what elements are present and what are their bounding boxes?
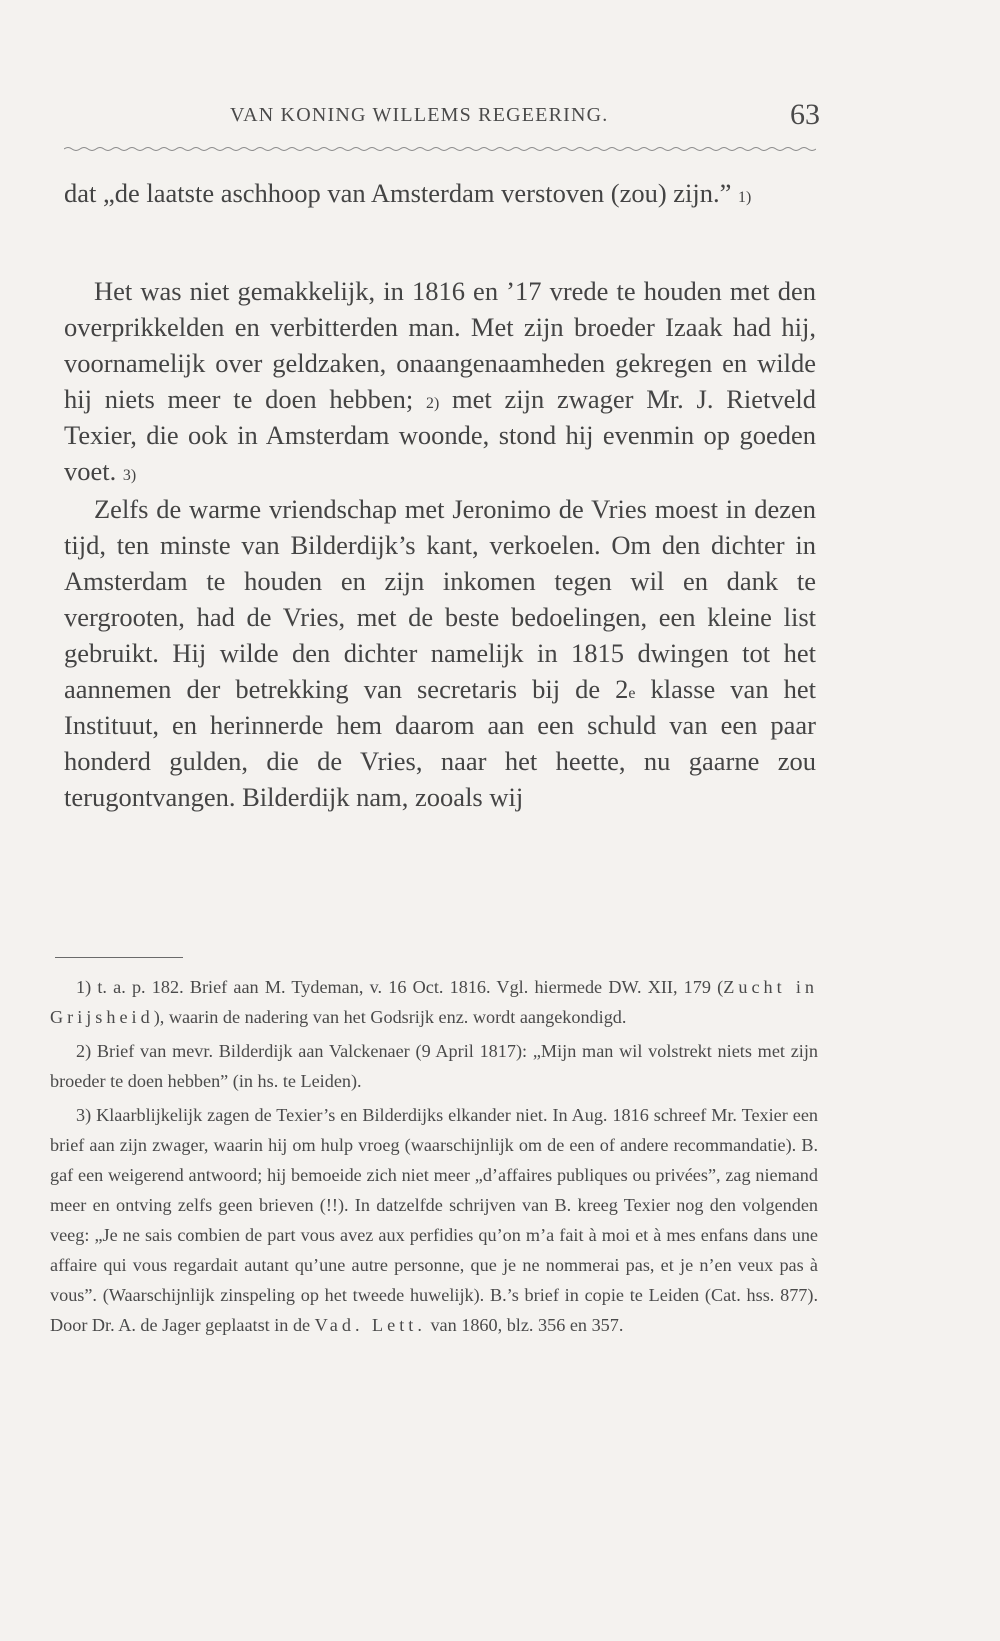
- page-header: [60, 98, 820, 140]
- paragraph-1-text: dat „de laatste aschhoop van Amsterdam verstoven (zou) zijn.”: [64, 178, 732, 208]
- footnote-ref-1: 1): [738, 189, 752, 206]
- paragraph-2: [64, 273, 816, 489]
- footnote-3-spaced-title: Vad. Lett.: [314, 1315, 426, 1335]
- footnote-2: [50, 1036, 818, 1096]
- footnote-1-spaced-title: Zucht in Grijsheid: [50, 977, 819, 1027]
- footnote-1-part-2: ), waarin de nadering van het Godsrijk enz. wordt aangekondigd.: [153, 1007, 627, 1027]
- paragraph-3-part-2: klasse van het Instituut, en herinnerde hem daarom aan een schuld van een paar honderd gulden, die de Vries, naar het heette, nu gaarne zou terugontvangen. Bilderdijk nam, zooals wij: [64, 674, 816, 812]
- footnotes: [50, 972, 818, 1344]
- paragraph-3: [64, 491, 816, 815]
- footnote-3-part-2: van 1860, blz. 356 en 357.: [425, 1315, 624, 1335]
- ordinal-superscript: e: [628, 685, 636, 702]
- paragraph-3-part-1: Zelfs de warme vriendschap met Jeronimo de Vries moest in dezen tijd, ten minste van Bilderdijk’s kant, verkoelen. Om den dichter in Amsterdam te houden en zijn inkomen tegen wil en dank te vergrooten, had de Vries, met de beste bedoelingen, een kleine list gebruikt. Hij wilde den dichter namelijk in 1815 dwingen tot het aannemen der betrekking van secretaris bij de 2: [64, 494, 816, 704]
- footnote-1: [50, 972, 818, 1032]
- footnote-ref-2: 2): [426, 395, 440, 412]
- footnote-2-text: 2) Brief van mevr. Bilderdijk aan Valckenaer (9 April 1817): „Mijn man wil volstrekt niets met zijn broeder te doen hebben” (in hs. te Leiden).: [50, 1041, 818, 1091]
- body-text: [64, 175, 816, 815]
- footnote-3: [50, 1100, 818, 1340]
- running-head: VAN KONING WILLEMS REGEERING.: [230, 104, 609, 126]
- footnote-separator: [55, 957, 183, 958]
- footnote-ref-3: 3): [122, 467, 137, 484]
- header-wavy-rule: [64, 146, 816, 152]
- footnote-3-part-1: 3) Klaarblijkelijk zagen de Texier’s en Bilderdijks elkander niet. In Aug. 1816 schreef Mr. Texier een brief aan zijn zwager, waarin hij om hulp vroeg (waarschijnlijk om de een of andere recommandatie). B. gaf een weigerend antwoord; hij bemoeide zich niet meer „d’affaires publiques ou privées”, zag niemand meer en ontving zelfs geen brieven (!!). In datzelfde schrijven van B. kreeg Texier nog den volgenden veeg: „Je ne sais combien de part vous avez aux perfidies qu’on m’a fait à moi et à mes enfans dans une affaire qui vous regardait autant qu’une autre personne, que je ne nommerai pas, et je n’en veux pas à vous”. (Waarschijnlijk zinspeling op het tweede huwelijk). B.’s brief in copie te Leiden (Cat. hss. 877). Door Dr. A. de Jager geplaatst in de: [50, 1105, 818, 1335]
- paragraph-2-part-1: Het was niet gemakkelijk, in 1816 en ’17 vrede te houden met den overprikkelden en verbitterden man. Met zijn broeder Izaak had hij, voornamelijk over geldzaken, onaangenaamheden gekregen en wilde hij niets meer te doen hebben;: [64, 276, 816, 414]
- paragraph-1: [64, 175, 816, 211]
- page-number: 63: [790, 98, 820, 131]
- footnote-1-part-1: 1) t. a. p. 182. Brief aan M. Tydeman, v. 16 Oct. 1816. Vgl. hiermede DW. XII, 179 (: [76, 977, 724, 997]
- paragraph-2-part-2: met zijn zwager Mr. J. Rietveld Texier, die ook in Amsterdam woonde, stond hij evenmin op goeden voet.: [64, 384, 817, 486]
